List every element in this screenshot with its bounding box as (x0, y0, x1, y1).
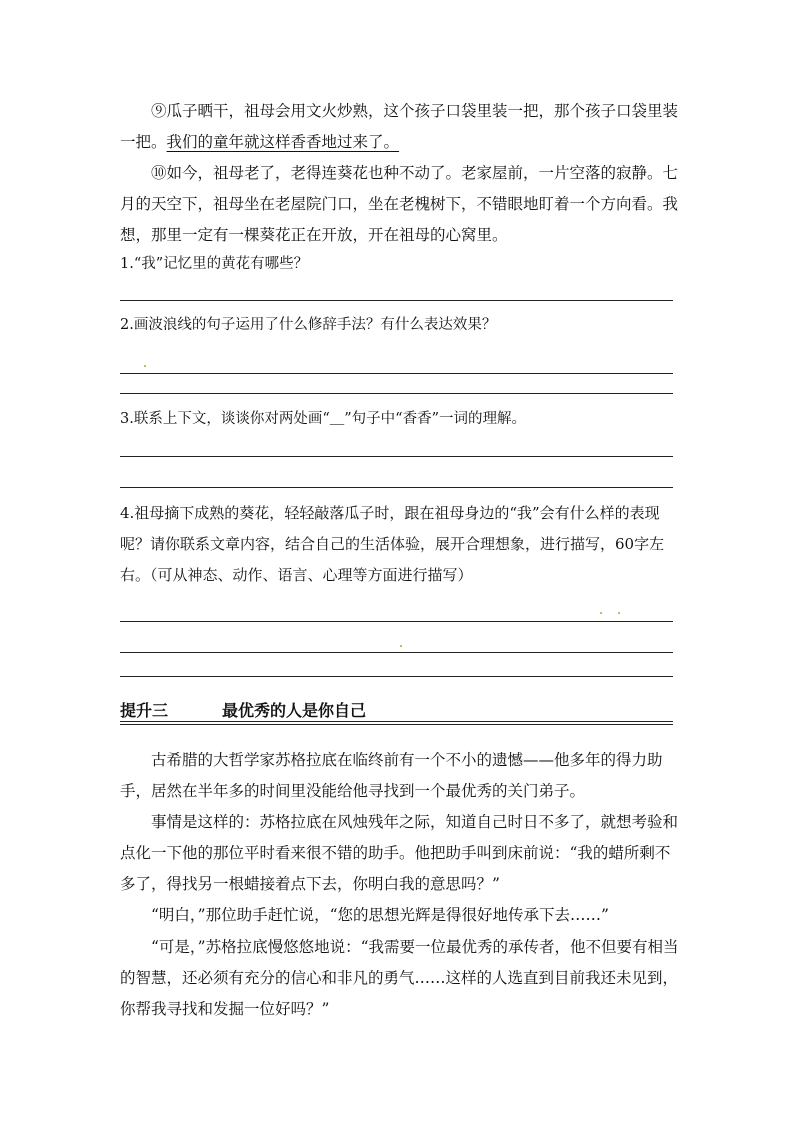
paragraph-9-text: ⑨瓜子晒干，祖母会用文火炒熟，这个孩子口袋里装一把，那个孩子口袋里装一把。 (120, 102, 679, 151)
paragraph-9 (120, 96, 680, 158)
heading-rule (120, 724, 673, 725)
paragraph-b3: “明白，”那位助手赶忙说，“您的思想光辉是得很好地传承下去……” (151, 906, 609, 924)
section-label: 提升三 (120, 701, 169, 720)
question-1: 1.“我”记忆里的黄花有哪些？ (120, 256, 309, 272)
answer-line (120, 456, 673, 457)
section-title: 最优秀的人是你自己 (222, 701, 367, 720)
speck (144, 365, 146, 367)
answer-line (120, 621, 673, 622)
answer-line (120, 487, 673, 488)
section-heading (120, 701, 673, 721)
paragraph-b1: 古希腊的大哲学家苏格拉底在临终前有一个不小的遗憾——他多年的得力助手，居然在半年多的时间里没能给他寻找到一个最优秀的关门弟子。 (120, 751, 663, 800)
underlined-sentence: 我们的童年就这样香香地过来了。 (166, 133, 400, 151)
speck (400, 645, 402, 647)
speck (600, 612, 602, 614)
paragraph-b2: 事情是这样的：苏格拉底在风烛残年之际，知道自己时日不多了，就想考验和点化一下他的那位平时看来很不错的助手。他把助手叫到床前说：“我的蜡所剩不多了，得找另一根蜡接着点下去，你明白我的意思吗？” (120, 813, 679, 893)
question-4: 4.祖母摘下成熟的葵花，轻轻敲落瓜子时，跟在祖母身边的“我”会有什么样的表现呢？请你联系文章内容，结合自己的生活体验，展开合理想象，进行描写，60字左右。（可从神态、动作、语言、心理等方面进行描写） (120, 504, 665, 584)
heading-rule (120, 721, 673, 722)
speck (618, 612, 620, 614)
answer-line (120, 676, 673, 677)
question-3: 3.联系上下文，谈谈你对两处画“＿”句子中“香香”一词的理解。 (120, 411, 526, 427)
question-2: 2.画波浪线的句子运用了什么修辞手法？有什么表达效果？ (120, 317, 497, 333)
paragraph-10: ⑩如今，祖母老了，老得连葵花也种不动了。老家屋前，一片空落的寂静。七月的天空下，祖母坐在老屋院门口，坐在老槐树下，不错眼地盯着一个方向看。我想，那里一定有一棵葵花正在开放，开在祖母的心窝里。 (120, 164, 679, 244)
answer-line (120, 652, 673, 653)
answer-line (120, 300, 673, 301)
answer-line (120, 393, 673, 394)
paragraph-b4: “可是，”苏格拉底慢悠悠地说：“我需要一位最优秀的承传者，他不但要有相当的智慧，还必须有充分的信心和非凡的勇气……这样的人选直到目前我还未见到，你帮我寻找和发掘一位好吗？” (120, 938, 679, 1018)
answer-line (120, 373, 673, 374)
